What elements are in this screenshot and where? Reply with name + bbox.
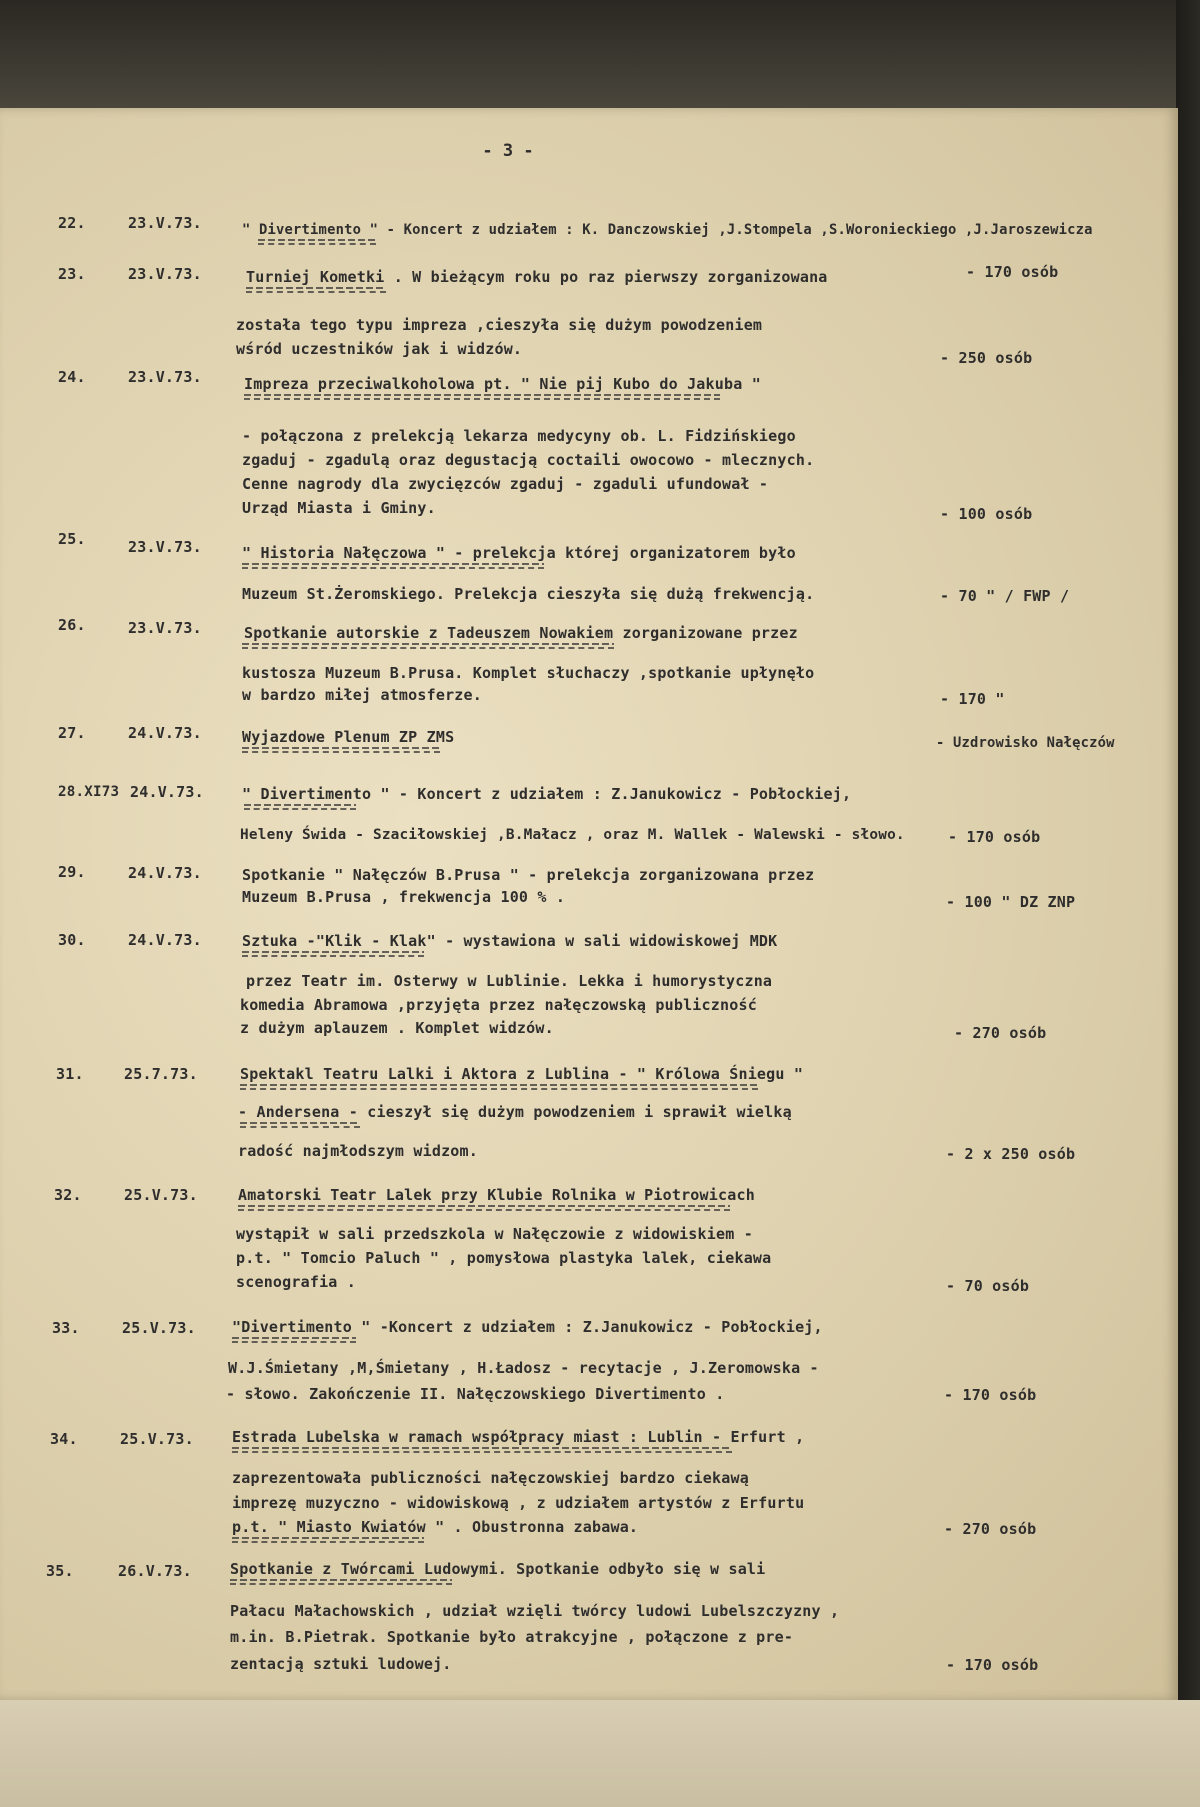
entry-line: zgaduj - zgadulą oraz degustacją coctaili owocowo - mlecznych. xyxy=(242,451,815,469)
entry-number: 32. xyxy=(54,1186,82,1204)
entry-date: 23.V.73. xyxy=(128,214,202,232)
background-top xyxy=(0,0,1200,108)
entry-line: " Divertimento " - Koncert z udziałem : Z.Janukowicz - Pobłockiej, xyxy=(242,785,852,803)
underline xyxy=(242,951,424,957)
entry-line: Estrada Lubelska w ramach współpracy miast : Lublin - Erfurt , xyxy=(232,1428,805,1446)
entry-attendance: - 250 osób xyxy=(940,349,1033,367)
entry-line: W.J.Śmietany ,M,Śmietany , H.Ładosz - recytacje , J.Zeromowska - xyxy=(228,1359,819,1377)
entry-line: zentacją sztuki ludowej. xyxy=(230,1655,452,1673)
underline xyxy=(242,643,614,649)
entry-line: Spotkanie autorskie z Tadeuszem Nowakiem zorganizowane przez xyxy=(244,624,798,642)
entry-attendance: - 170 osób xyxy=(946,1656,1039,1674)
entry-line: została tego typu impreza ,cieszyła się dużym powodzeniem xyxy=(236,316,763,334)
entry-attendance: - 100 " DZ ZNP xyxy=(946,893,1076,911)
entry-line: - słowo. Zakończenie II. Nałęczowskiego Divertimento . xyxy=(226,1385,725,1403)
entry-date: 23.V.73. xyxy=(128,619,202,637)
entry-line: Spektakl Teatru Lalki i Aktora z Lublina - " Królowa Śniegu " xyxy=(240,1065,804,1083)
underline xyxy=(244,804,356,810)
page-number: - 3 - xyxy=(482,141,534,161)
entry-date: 23.V.73. xyxy=(128,368,202,386)
entry-line: komedia Abramowa ,przyjęta przez nałęczowską publiczność xyxy=(240,996,757,1014)
underline xyxy=(232,1337,356,1343)
entry-line: wystąpił w sali przedszkola w Nałęczowie z widowiskiem - xyxy=(236,1225,753,1243)
entry-date: 24.V.73. xyxy=(128,931,202,949)
entry-line: Muzeum B.Prusa , frekwencja 100 % . xyxy=(242,888,566,906)
underline xyxy=(232,1447,732,1453)
entry-date: 24.V.73. xyxy=(130,783,204,801)
entry-date: 24.V.73. xyxy=(128,724,202,742)
entry-line: w bardzo miłej atmosferze. xyxy=(242,686,482,704)
entry-number: 25. xyxy=(58,530,86,548)
entry-number: 29. xyxy=(58,863,86,881)
entry-number: 23. xyxy=(58,265,86,283)
underline xyxy=(232,1537,424,1543)
entry-line: Cenne nagrody dla zwycięzców zgaduj - zgaduli ufundował - xyxy=(242,475,769,493)
entry-line: p.t. " Miasto Kwiatów " . Obustronna zabawa. xyxy=(232,1518,639,1536)
entry-attendance: - 100 osób xyxy=(940,505,1033,523)
entry-line: radość najmłodszym widzom. xyxy=(238,1142,478,1160)
entry-date: 26.V.73. xyxy=(118,1562,192,1580)
entry-attendance: - Uzdrowisko Nałęczów xyxy=(936,735,1115,751)
entry-line: kustosza Muzeum B.Prusa. Komplet słuchaczy ,spotkanie upłynęło xyxy=(242,664,815,682)
underline xyxy=(240,1084,758,1090)
entry-line: " Historia Nałęczowa " - prelekcja której organizatorem było xyxy=(242,544,796,562)
entry-line: scenografia . xyxy=(236,1273,356,1291)
entry-line: Muzeum St.Żeromskiego. Prelekcja cieszyła się dużą frekwencją. xyxy=(242,585,815,603)
entry-attendance: - 170 " xyxy=(940,690,1005,708)
entry-line: Spotkanie " Nałęczów B.Prusa " - prelekcja zorganizowana przez xyxy=(242,866,815,884)
entry-date: 25.7.73. xyxy=(124,1065,198,1083)
underline xyxy=(240,1122,360,1128)
entry-line: Turniej Kometki . W bieżącym roku po raz pierwszy zorganizowana xyxy=(246,268,828,286)
entry-attendance: - 270 osób xyxy=(954,1024,1047,1042)
underline xyxy=(242,563,544,569)
entry-number: 27. xyxy=(58,724,86,742)
entry-number: 22. xyxy=(58,214,86,232)
entry-number: 26. xyxy=(58,616,86,634)
entry-line: m.in. B.Pietrak. Spotkanie było atrakcyjne , połączone z pre- xyxy=(230,1628,794,1646)
entry-line: p.t. " Tomcio Paluch " , pomysłowa plastyka lalek, ciekawa xyxy=(236,1249,772,1267)
entry-attendance: - 270 osób xyxy=(944,1520,1037,1538)
entry-number: 33. xyxy=(52,1319,80,1337)
underline xyxy=(230,1579,452,1585)
entry-line: Pałacu Małachowskich , udział wzięli twórcy ludowi Lubelszczyzny , xyxy=(230,1602,840,1620)
underlying-sheet xyxy=(0,1700,1200,1807)
underline xyxy=(242,747,440,753)
entry-date: 25.V.73. xyxy=(120,1430,194,1448)
entry-line: wśród uczestników jak i widzów. xyxy=(236,340,523,358)
underline xyxy=(258,239,376,245)
entry-line: - Andersena - cieszył się dużym powodzeniem i sprawił wielką xyxy=(238,1103,792,1121)
entry-line: Amatorski Teatr Lalek przy Klubie Rolnika w Piotrowicach xyxy=(238,1186,755,1204)
entry-attendance: - 170 osób xyxy=(944,1386,1037,1404)
entry-attendance: - 170 osób xyxy=(966,263,1059,281)
entry-line: "Divertimento " -Koncert z udziałem : Z.Janukowicz - Pobłockiej, xyxy=(232,1318,823,1336)
entry-line: - połączona z prelekcją lekarza medycyny ob. L. Fidzińskiego xyxy=(242,427,796,445)
underline xyxy=(238,1205,730,1211)
entry-line: Spotkanie z Twórcami Ludowymi. Spotkanie odbyło się w sali xyxy=(230,1560,766,1578)
entry-line: Urząd Miasta i Gminy. xyxy=(242,499,436,517)
entry-date: 25.V.73. xyxy=(122,1319,196,1337)
underline xyxy=(246,287,386,293)
entry-number: 31. xyxy=(56,1065,84,1083)
entry-number: 30. xyxy=(58,931,86,949)
entry-line: imprezę muzyczno - widowiskową , z udziałem artystów z Erfurtu xyxy=(232,1494,805,1512)
entry-date: 25.V.73. xyxy=(124,1186,198,1204)
entry-line: Heleny Świda - Szaciłowskiej ,B.Małacz , oraz M. Wallek - Walewski - słowo. xyxy=(240,827,905,843)
entry-line: " Divertimento " - Koncert z udziałem : K. Danczowskiej ,J.Stompela ,S.Woronieckiego ,J.Jaroszewicza xyxy=(242,222,1093,238)
entry-line: zaprezentowała publiczności nałęczowskiej bardzo ciekawą xyxy=(232,1469,749,1487)
entry-number: 28.XI73 xyxy=(58,784,120,800)
entry-number: 24. xyxy=(58,368,86,386)
entry-date: 24.V.73. xyxy=(128,864,202,882)
underline xyxy=(244,394,720,400)
entry-number: 35. xyxy=(46,1562,74,1580)
entry-attendance: - 70 " / FWP / xyxy=(940,587,1070,605)
entry-line: Impreza przeciwalkoholowa pt. " Nie pij Kubo do Jakuba " xyxy=(244,375,761,393)
background-right-edge xyxy=(1176,0,1200,1807)
entry-line: Sztuka -"Klik - Klak" - wystawiona w sali widowiskowej MDK xyxy=(242,932,778,950)
entry-date: 23.V.73. xyxy=(128,265,202,283)
entry-line: przez Teatr im. Osterwy w Lublinie. Lekka i humorystyczna xyxy=(246,972,773,990)
entry-line: Wyjazdowe Plenum ZP ZMS xyxy=(242,728,455,746)
entry-date: 23.V.73. xyxy=(128,538,202,556)
entry-attendance: - 170 osób xyxy=(948,828,1041,846)
entry-attendance: - 70 osób xyxy=(946,1277,1030,1295)
entry-number: 34. xyxy=(50,1430,78,1448)
entry-attendance: - 2 x 250 osób xyxy=(946,1145,1076,1163)
entry-line: z dużym aplauzem . Komplet widzów. xyxy=(240,1019,554,1037)
